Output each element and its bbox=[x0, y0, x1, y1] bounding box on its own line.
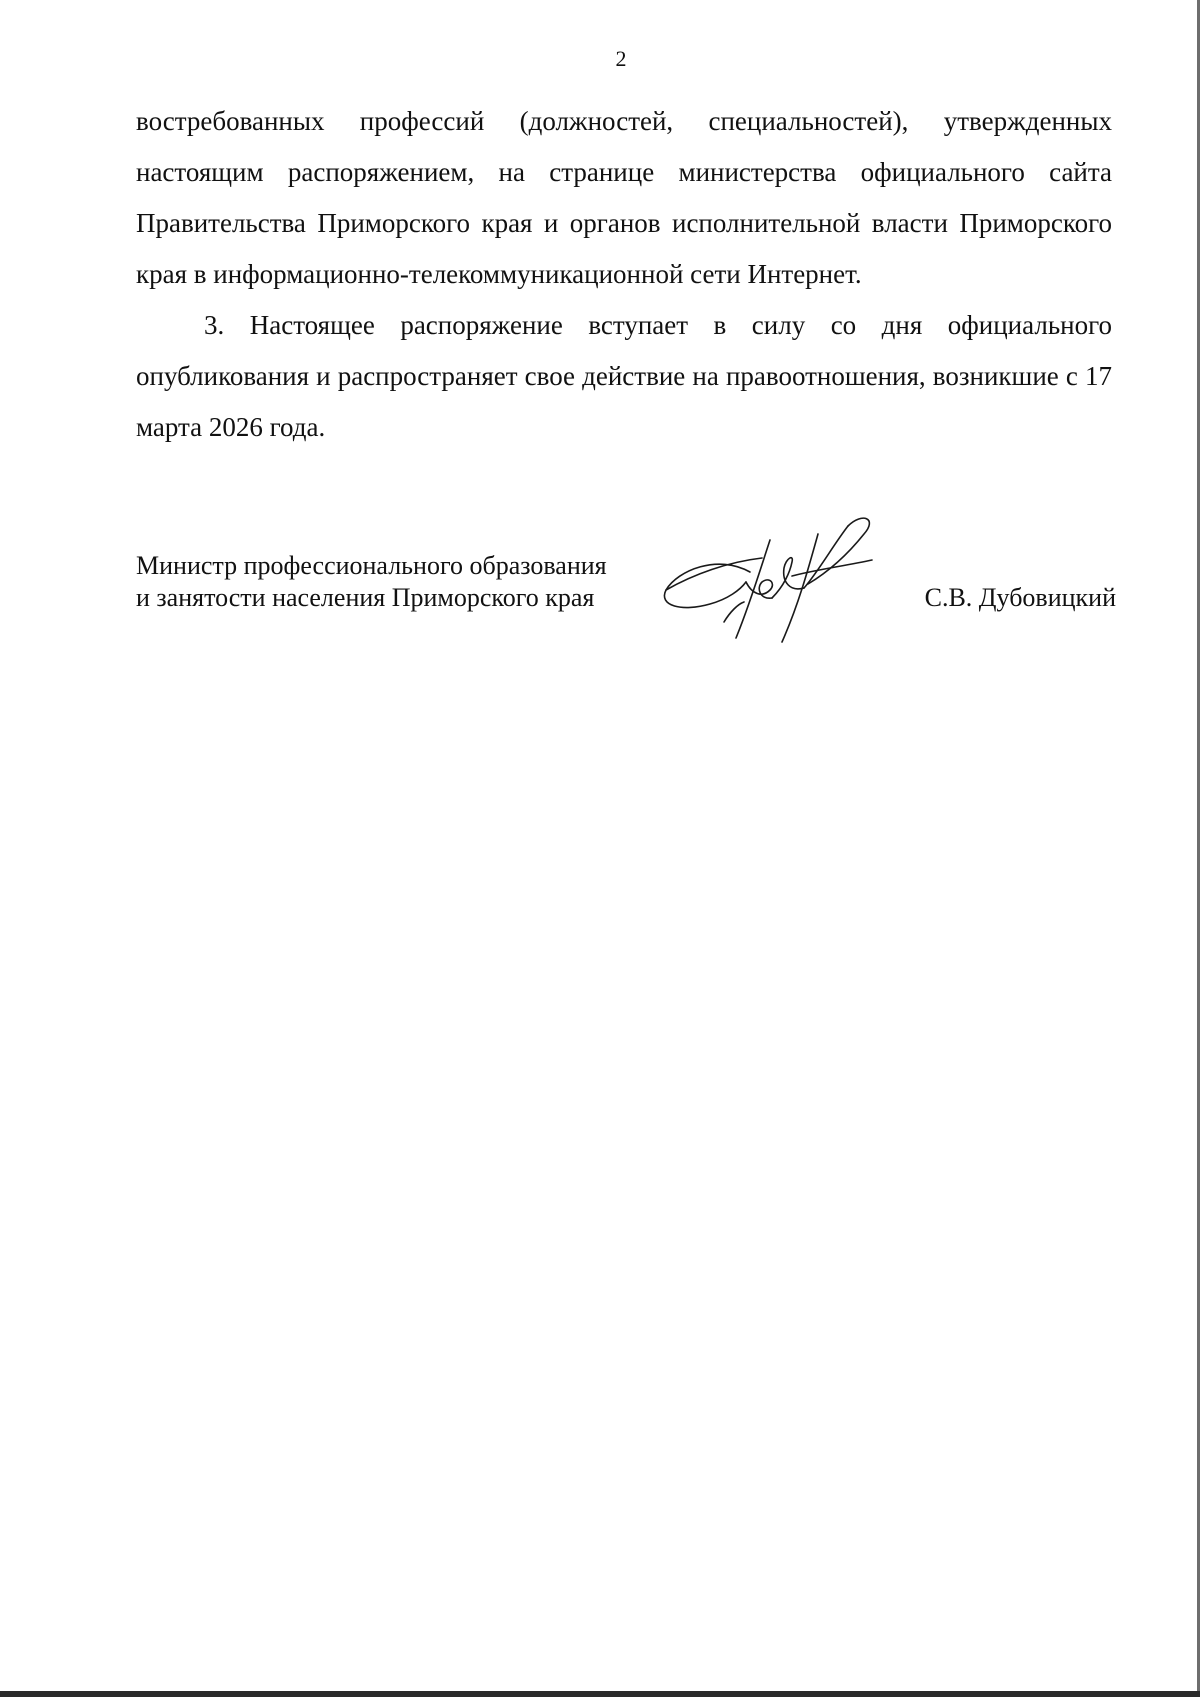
scan-edge-bottom bbox=[0, 1691, 1200, 1697]
signer-position-line-2: и занятости населения Приморского края bbox=[136, 583, 595, 612]
handwritten-signature-icon bbox=[658, 514, 918, 644]
page-number: 2 bbox=[615, 46, 627, 71]
signer-position-line-1: Министр профессионального образования bbox=[136, 551, 607, 580]
signer-name: С.В. Дубовицкий bbox=[924, 583, 1116, 612]
paragraph-continuation: востребованных профессий (должностей, специальностей), утвержденных настоящим распоряжением, на странице министерства официального сайта Правительства Приморского края и органов исполнительной власти Приморского края в информационно-телекоммуникационной сети Интернет. bbox=[136, 106, 1112, 289]
document-body bbox=[136, 96, 1112, 453]
signer-position bbox=[136, 550, 607, 614]
paragraph-3: 3. Настоящее распоряжение вступает в силу со дня официального опубликования и распространяет свое действие на правоотношения, возникшие с 17 марта 2026 года. bbox=[136, 310, 1112, 442]
signature-block bbox=[136, 548, 1116, 648]
